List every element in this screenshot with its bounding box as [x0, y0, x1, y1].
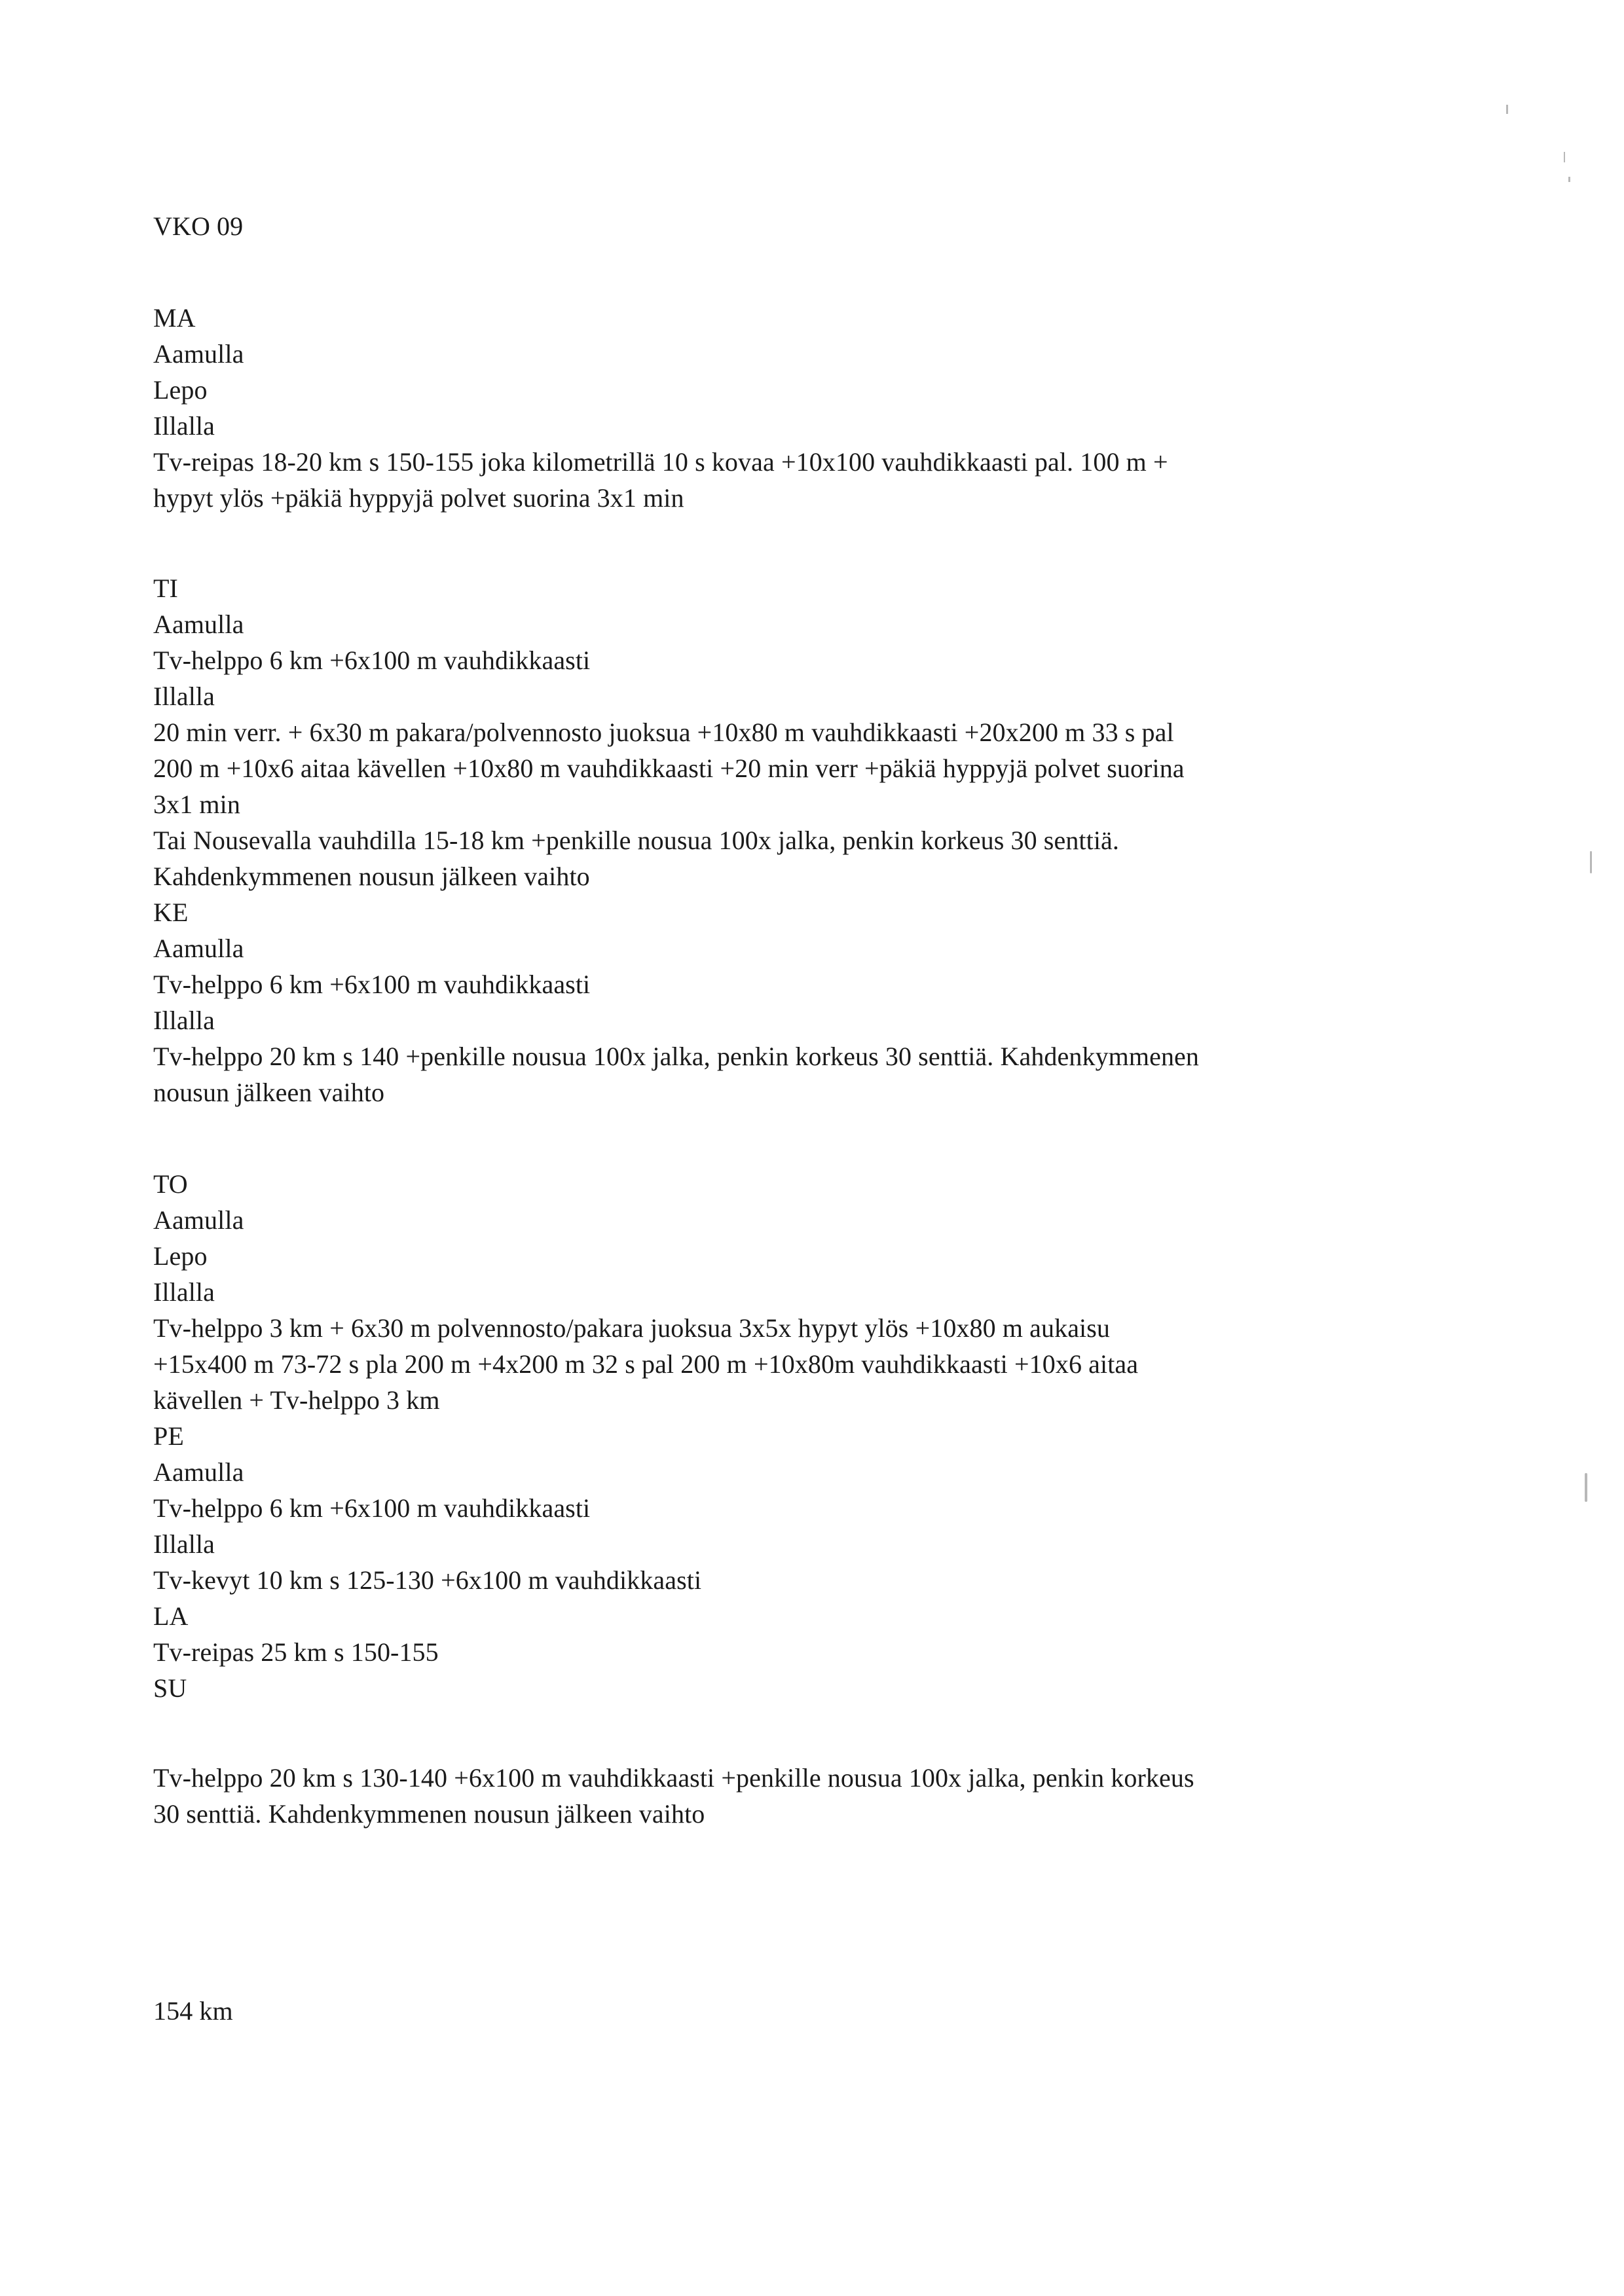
week-title: VKO 09	[153, 211, 244, 241]
morning-text: Tv-helppo 6 km +6x100 m vauhdikkaasti	[153, 970, 591, 999]
day-label-ke: KE	[153, 898, 189, 927]
day-label-su: SU	[153, 1673, 187, 1703]
weekly-total: 154 km	[153, 1996, 233, 2026]
evening-label: Illalla	[153, 1006, 215, 1035]
evening-text-line: 20 min verr. + 6x30 m pakara/polvennosto juoksua +10x80 m vauhdikkaasti +20x200 m 33 s pal	[153, 718, 1174, 747]
evening-text-line: kävellen + Tv-helppo 3 km	[153, 1385, 440, 1415]
day-label-to: TO	[153, 1169, 188, 1199]
day-text-line: 30 senttiä. Kahdenkymmenen nousun jälkeen vaihto	[153, 1799, 705, 1829]
evening-label: Illalla	[153, 1529, 215, 1559]
evening-text-line: Tv-reipas 18-20 km s 150-155 joka kilometrillä 10 s kovaa +10x100 vauhdikkaasti pal. 100 m +	[153, 447, 1168, 477]
morning-text: Lepo	[153, 1241, 208, 1271]
morning-text: Lepo	[153, 375, 208, 405]
day-text-line: Tv-reipas 25 km s 150-155	[153, 1637, 439, 1667]
evening-text-line: Tv-helppo 20 km s 140 +penkille nousua 100x jalka, penkin korkeus 30 senttiä. Kahdenkymmenen	[153, 1042, 1200, 1071]
morning-label: Aamulla	[153, 610, 244, 639]
morning-label: Aamulla	[153, 339, 244, 369]
evening-text-line: Kahdenkymmenen nousun jälkeen vaihto	[153, 862, 590, 891]
evening-text-line: 200 m +10x6 aitaa kävellen +10x80 m vauhdikkaasti +20 min verr +päkiä hyppyjä polvet suorina	[153, 754, 1185, 783]
day-label-pe: PE	[153, 1421, 184, 1451]
evening-text-line: Tv-kevyt 10 km s 125-130 +6x100 m vauhdikkaasti	[153, 1565, 702, 1595]
day-label-ti: TI	[153, 574, 178, 603]
scan-speck	[1506, 105, 1508, 114]
morning-text: Tv-helppo 6 km +6x100 m vauhdikkaasti	[153, 646, 591, 675]
evening-text-line: hypyt ylös +päkiä hyppyjä polvet suorina 3x1 min	[153, 483, 684, 513]
evening-label: Illalla	[153, 411, 215, 441]
scan-speck	[1585, 1473, 1587, 1502]
evening-label: Illalla	[153, 682, 215, 711]
day-label-la: LA	[153, 1601, 189, 1631]
evening-text-line: Tai Nousevalla vauhdilla 15-18 km +penkille nousua 100x jalka, penkin korkeus 30 senttiä.	[153, 826, 1120, 855]
morning-label: Aamulla	[153, 934, 244, 963]
evening-text-line: nousun jälkeen vaihto	[153, 1078, 385, 1107]
evening-text-line: +15x400 m 73-72 s pla 200 m +4x200 m 32 s pal 200 m +10x80m vauhdikkaasti +10x6 aitaa	[153, 1349, 1139, 1379]
evening-label: Illalla	[153, 1277, 215, 1307]
scan-speck	[1564, 152, 1565, 162]
scan-speck	[1590, 851, 1592, 873]
morning-text: Tv-helppo 6 km +6x100 m vauhdikkaasti	[153, 1493, 591, 1523]
morning-label: Aamulla	[153, 1457, 244, 1487]
morning-label: Aamulla	[153, 1205, 244, 1235]
scan-speck	[1568, 177, 1570, 182]
evening-text-line: 3x1 min	[153, 790, 240, 819]
day-text-line: Tv-helppo 20 km s 130-140 +6x100 m vauhdikkaasti +penkille nousua 100x jalka, penkin korkeus	[153, 1763, 1194, 1793]
day-label-ma: MA	[153, 303, 196, 333]
evening-text-line: Tv-helppo 3 km + 6x30 m polvennosto/pakara juoksua 3x5x hypyt ylös +10x80 m aukaisu	[153, 1313, 1111, 1343]
